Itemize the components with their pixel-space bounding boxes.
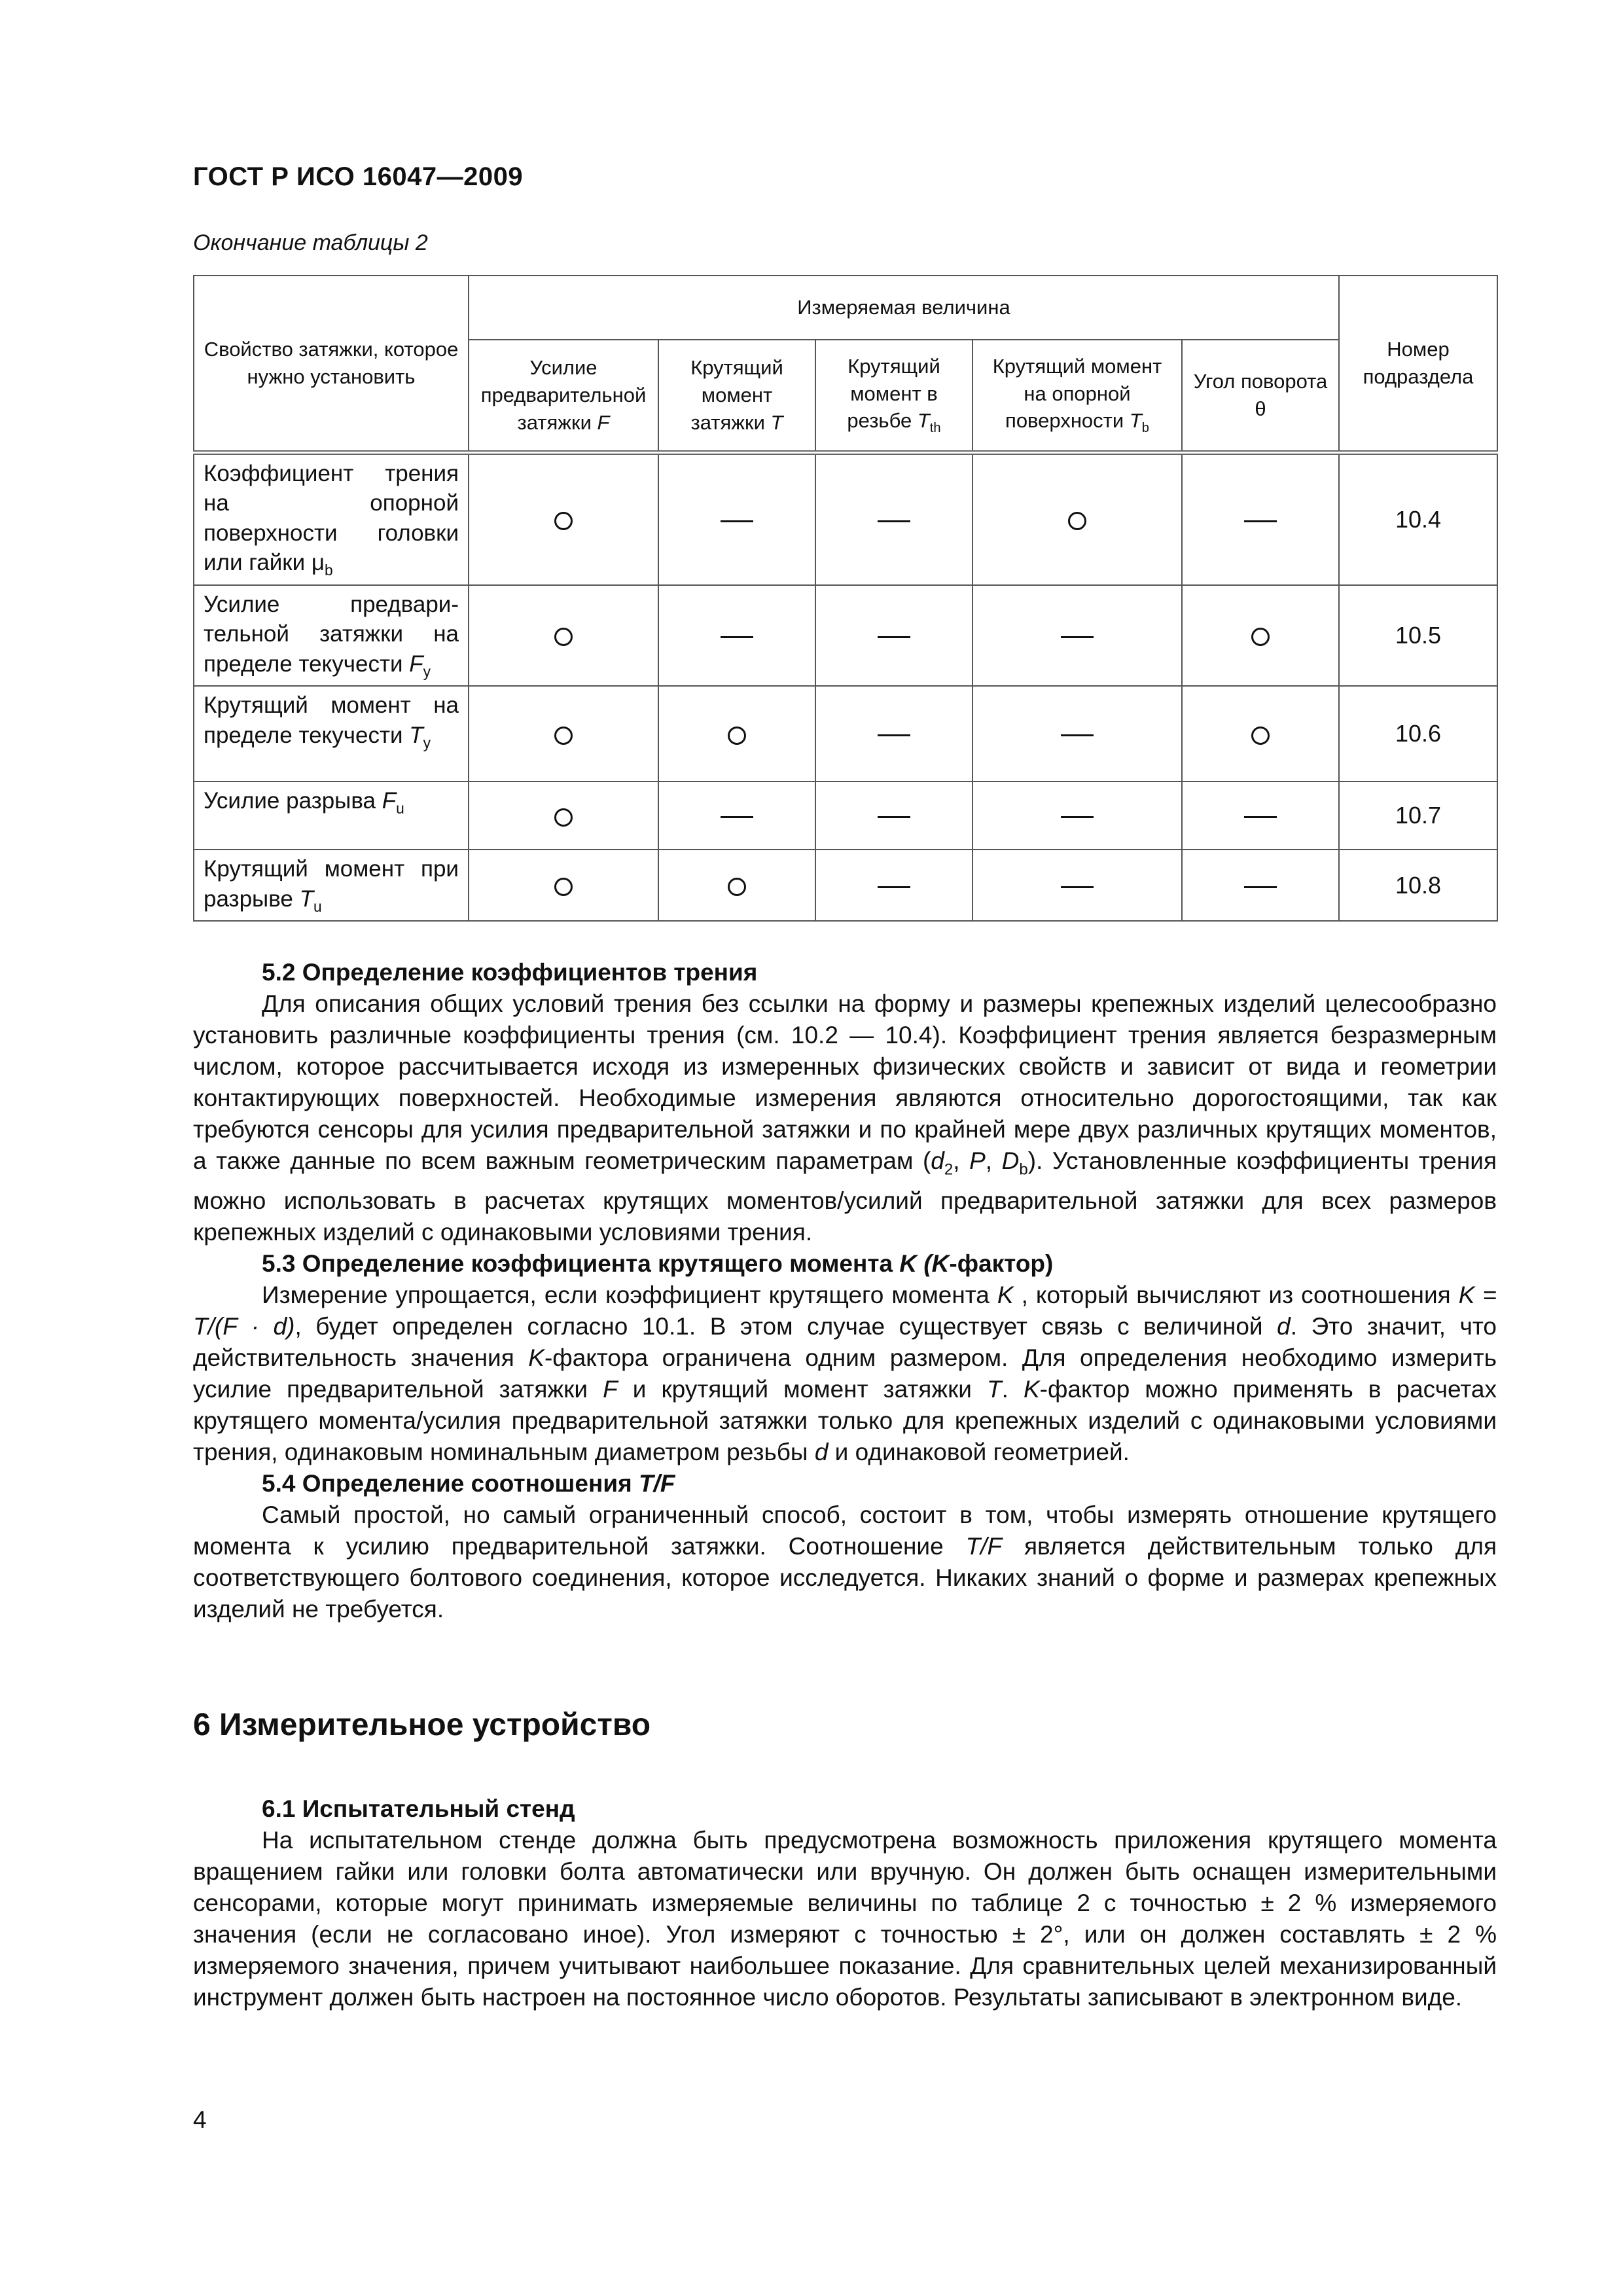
not-measured-mark <box>815 850 972 921</box>
circle-icon <box>554 808 573 827</box>
measurement-table <box>193 275 1498 922</box>
measured-mark <box>1182 585 1339 687</box>
table-row <box>194 585 1497 687</box>
section-5-2-title: 5.2 Определение коэффициентов трения <box>262 959 758 986</box>
section-5-4-text: Самый простой, но самый ограниченный способ, состоит в том, чтобы измерять отношение крутящего момента к усилию предварительной затяжки. Соотношение T/F является действительным только для соответствующего болтового соединения, которое исследуется. Никаких знаний о форме и размерах крепежных изделий не требуется. <box>193 1501 1497 1623</box>
circle-icon <box>728 878 746 896</box>
measured-mark <box>469 686 658 781</box>
not-measured-mark <box>1182 850 1339 921</box>
section-number: 10.7 <box>1339 781 1497 850</box>
dash-icon <box>878 816 910 818</box>
not-measured-mark <box>815 781 972 850</box>
measured-mark <box>658 686 815 781</box>
dash-icon <box>1244 520 1277 522</box>
dash-icon <box>1061 886 1094 888</box>
property-cell: Коэффициент трения на опорной поверхности головки или гайки $\mu_b$ <box>194 452 469 585</box>
property-cell: Крутящий момент на пределе текучести $T_y$ <box>194 686 469 781</box>
col-header-preload: Усилие предварительной затяжки F <box>469 340 658 452</box>
not-measured-mark <box>658 452 815 585</box>
col-header-thread-torque: Крутящий момент в резьбе $T_{th}$ <box>815 340 972 452</box>
section-6-1 <box>193 1793 1497 2013</box>
circle-icon <box>554 512 573 530</box>
not-measured-mark <box>972 850 1182 921</box>
measured-mark <box>1182 686 1339 781</box>
not-measured-mark <box>815 452 972 585</box>
col-header-property: Свойство затяжки, которое нужно установить <box>194 276 469 452</box>
dash-icon <box>1061 734 1094 736</box>
not-measured-mark <box>1182 452 1339 585</box>
dash-icon <box>1244 816 1277 818</box>
col-header-tightening-torque: Крутящий момент затяжки T <box>658 340 815 452</box>
circle-icon <box>554 878 573 896</box>
measured-mark <box>972 452 1182 585</box>
dash-icon <box>721 520 753 522</box>
measured-mark <box>469 585 658 687</box>
not-measured-mark <box>1182 781 1339 850</box>
dash-icon <box>721 816 753 818</box>
section-5-3-title: 5.3 Определение коэффициента крутящего момента K (K-фактор) <box>262 1250 1054 1278</box>
section-6-title-block <box>193 1710 1497 1741</box>
dash-icon <box>1061 636 1094 638</box>
section-5-2-text: Для описания общих условий трения без ссылки на форму и размеры крепежных изделий целесообразно установить различные коэффициенты трения (см. 10.2 — 10.4). Коэффициент трения является безразмерным числом, которое рассчитывается исходя из измеренных физических свойств и зависит от вида и геометрии контактирующих поверхностей. Необходимые измерения являются относительно дорогостоящими, так как требуются сенсоры для усилия предварительной затяжки и по крайней мере двух различных крутящих моментов, а также данные по всем важным геометрическим параметрам ($d_2$, P, $D_b$). Установленные коэффициенты трения можно использовать в расчетах крутящих моментов/усилий предварительной затяжки для всех размеров крепежных изделий с одинаковыми условиями трения. <box>193 990 1497 1246</box>
not-measured-mark <box>658 781 815 850</box>
dash-icon <box>1061 816 1094 818</box>
section-number: 10.5 <box>1339 585 1497 687</box>
measured-mark <box>469 452 658 585</box>
not-measured-mark <box>972 686 1182 781</box>
col-header-section-number: Номер подраздела <box>1339 276 1497 452</box>
section-6-1-title: 6.1 Испытательный стенд <box>262 1795 575 1822</box>
not-measured-mark <box>815 585 972 687</box>
section-number: 10.8 <box>1339 850 1497 921</box>
table-row <box>194 850 1497 921</box>
circle-icon <box>1068 512 1086 530</box>
dash-icon <box>878 886 910 888</box>
col-header-measured-value: Измеряемая величина <box>469 276 1339 340</box>
section-5-3-text: Измерение упрощается, если коэффициент крутящего момента K , который вычисляют из соотношения K = T/(F · d), будет определен согласно 10.1. В этом случае существует связь с величиной d. Это значит, что действительность значения K-фактора ограничена одним размером. Для определения необходимо измерить усилие предварительной затяжки F и крутящий момент затяжки T. K-фактор можно применять в расчетах крутящего момента/усилия предварительной затяжки только для крепежных изделий с одинаковыми условиями трения, одинаковым номинальным диаметром резьбы d и одинаковой геометрией. <box>193 1282 1497 1466</box>
dash-icon <box>878 520 910 522</box>
not-measured-mark <box>815 686 972 781</box>
circle-icon <box>1251 726 1270 745</box>
not-measured-mark <box>972 585 1182 687</box>
section-6-title: 6 Измерительное устройство <box>193 1708 651 1742</box>
dash-icon <box>878 636 910 638</box>
dash-icon <box>878 734 910 736</box>
circle-icon <box>1251 628 1270 646</box>
not-measured-mark <box>658 585 815 687</box>
measured-mark <box>469 781 658 850</box>
sections-5 <box>193 957 1497 1625</box>
table-row <box>194 452 1497 585</box>
page-number: 4 <box>193 2106 207 2133</box>
section-6-1-text: На испытательном стенде должна быть предусмотрена возможность приложения крутящего момента вращением гайки или головки болта автоматически или вручную. Он должен быть оснащен измерительными сенсорами, которые могут принимать измеряемые величины по таблице 2 с точностью ± 2 % измеряемого значения (если не согласовано иное). Угол измеряют с точностью ± 2°, или он должен составлять ± 2 % измеряемого значения, причем учитывают наибольшее показание. Для сравнительных целей механизированный инструмент должен быть настроен на постоянное число оборотов. Результаты записывают в электронном виде. <box>193 1827 1497 2011</box>
table-row <box>194 686 1497 781</box>
section-5-4-title: 5.4 Определение соотношения T/F <box>262 1470 675 1498</box>
circle-icon <box>728 726 746 745</box>
circle-icon <box>554 726 573 745</box>
measured-mark <box>658 850 815 921</box>
property-cell: Усилие разрыва $F_u$ <box>194 781 469 850</box>
section-number: 10.6 <box>1339 686 1497 781</box>
col-header-rotation-angle: Угол поворота θ <box>1182 340 1339 452</box>
col-header-bearing-torque: Крутящий момент на опорной поверхности $T_b$ <box>972 340 1182 452</box>
document-header: ГОСТ Р ИСО 16047—2009 <box>193 162 524 191</box>
circle-icon <box>554 628 573 646</box>
property-cell: Крутящий момент при разрыве $T_u$ <box>194 850 469 921</box>
table-caption: Окончание таблицы 2 <box>193 230 428 255</box>
table-row <box>194 781 1497 850</box>
section-number: 10.4 <box>1339 452 1497 585</box>
property-cell: Усилие предвари-тельной затяжки на пределе текучести $F_y$ <box>194 585 469 687</box>
not-measured-mark <box>972 781 1182 850</box>
dash-icon <box>1244 886 1277 888</box>
measured-mark <box>469 850 658 921</box>
dash-icon <box>721 636 753 638</box>
